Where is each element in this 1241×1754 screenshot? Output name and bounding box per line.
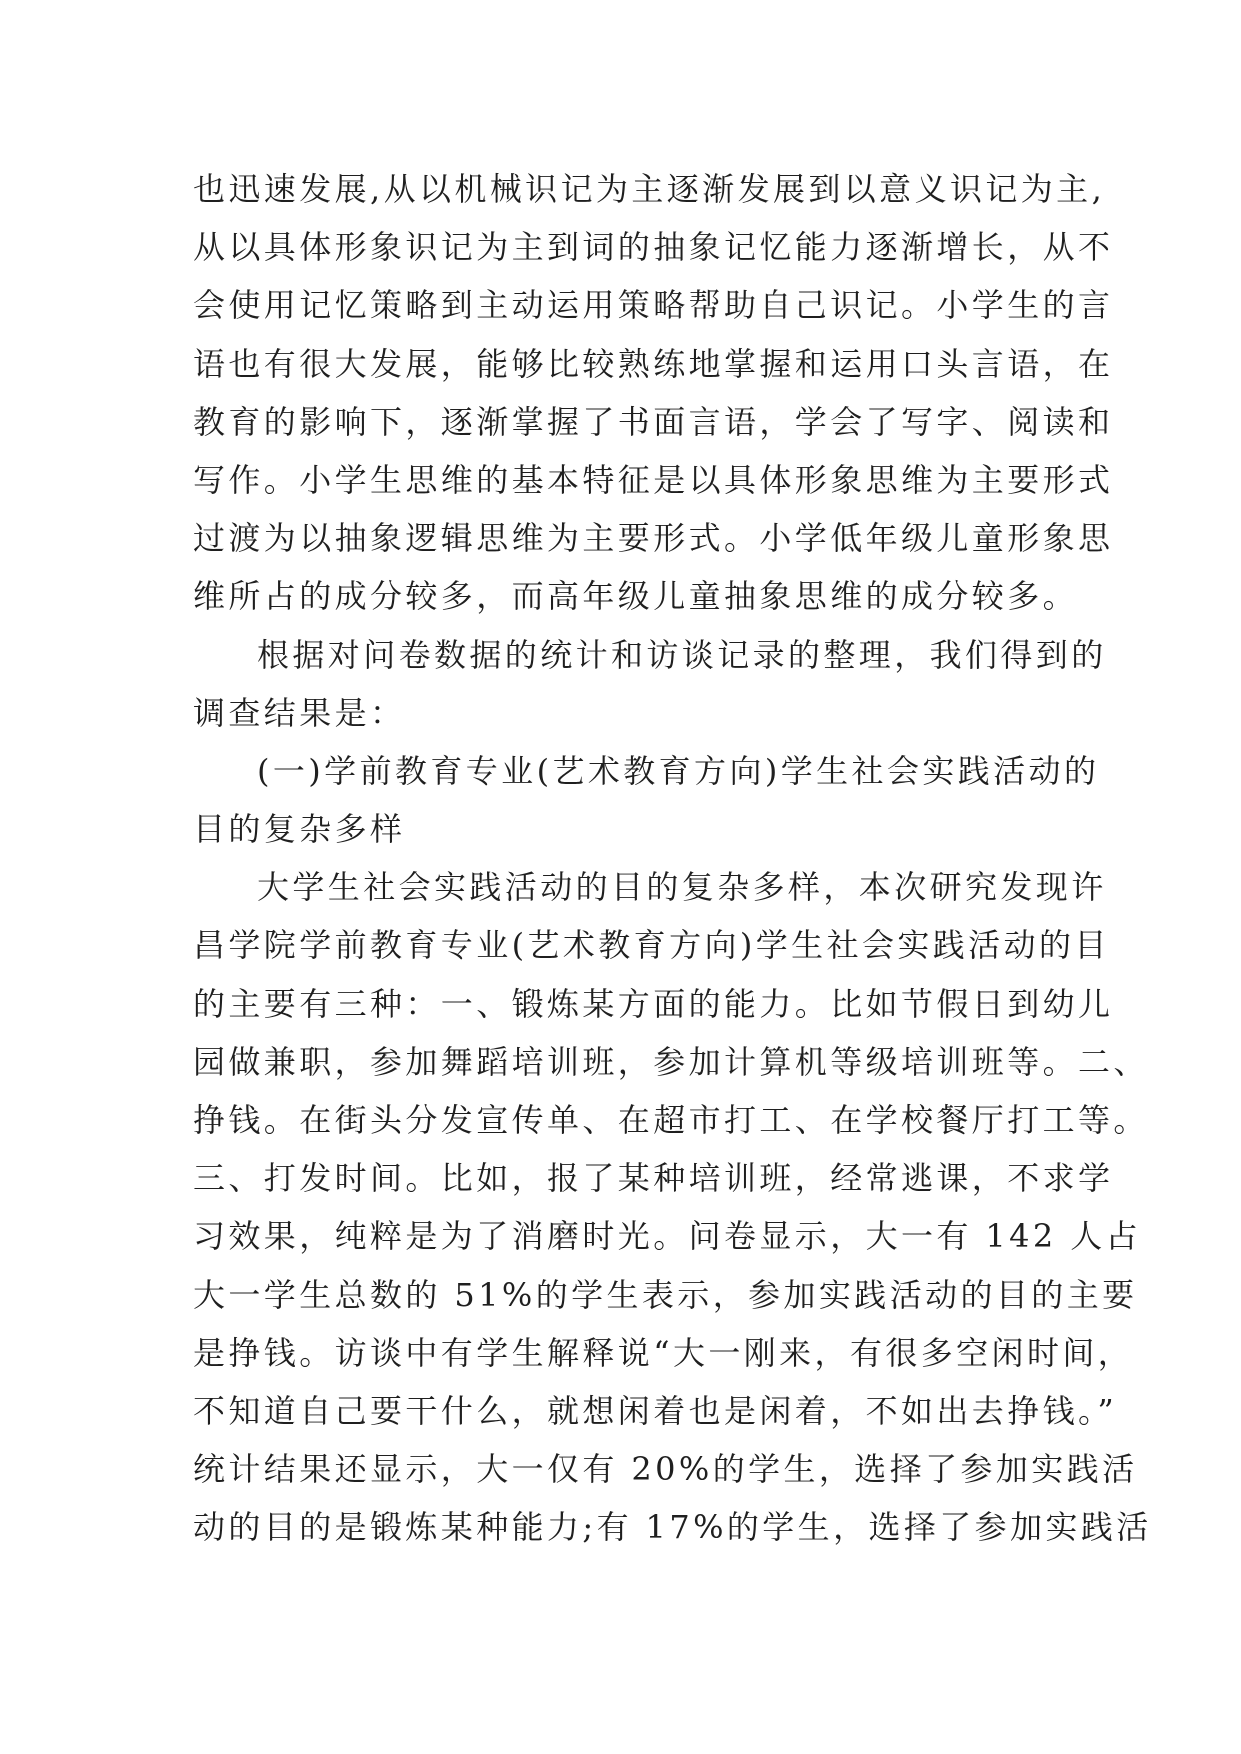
text-line: 会使用记忆策略到主动运用策略帮助自己识记。小学生的言 [193,286,1114,325]
text-line: 调查结果是： [193,693,406,732]
text-line: 是挣钱。访谈中有学生解释说“大一刚来，有很多空闲时间， [193,1333,1134,1372]
text-line: 写作。小学生思维的基本特征是以具体形象思维为主要形式 [193,460,1114,499]
text-line: 语也有很大发展，能够比较熟练地掌握和运用口头言语，在 [193,344,1114,383]
text-line: 不知道自己要干什么，就想闲着也是闲着，不如出去挣钱。” [193,1391,1118,1430]
text-line: 过渡为以抽象逻辑思维为主要形式。小学低年级儿童形象思 [193,519,1114,558]
text-line: 昌学院学前教育专业(艺术教育方向)学生社会实践活动的目 [193,926,1110,965]
text-line: 从以具体形象识记为主到词的抽象记忆能力逐渐增长，从不 [193,228,1114,267]
text-line: 维所占的成分较多，而高年级儿童抽象思维的成分较多。 [193,577,1079,616]
text-line: 也迅速发展,从以机械识记为主逐渐发展到以意义识记为主, [193,170,1106,208]
section-heading-line: (一)学前教育专业(艺术教育方向)学生社会实践活动的 [257,751,1100,790]
text-line: 三、打发时间。比如，报了某种培训班，经常逃课，不求学 [193,1159,1114,1198]
text-line: 大一学生总数的 51%的学生表示，参加实践活动的目的主要 [193,1275,1138,1314]
text-line: 的主要有三种：一、锻炼某方面的能力。比如节假日到幼儿 [193,984,1114,1023]
paragraph-start-line: 大学生社会实践活动的目的复杂多样，本次研究发现许 [257,868,1107,907]
paragraph-start-line: 根据对问卷数据的统计和访谈记录的整理，我们得到的 [257,635,1107,674]
document-body [193,160,1152,1557]
text-line: 动的目的是锻炼某种能力;有 17%的学生，选择了参加实践活 [193,1508,1152,1547]
text-line: 习效果，纯粹是为了消磨时光。问卷显示，大一有 142 人占 [193,1217,1142,1256]
text-line: 园做兼职，参加舞蹈培训班，参加计算机等级培训班等。二、 [193,1042,1149,1081]
text-line: 统计结果还显示，大一仅有 20%的学生，选择了参加实践活 [193,1450,1138,1489]
section-heading-line: 目的复杂多样 [193,810,406,849]
text-line: 挣钱。在街头分发宣传单、在超市打工、在学校餐厅打工等。 [193,1101,1149,1139]
text-line: 教育的影响下，逐渐掌握了书面言语，学会了写字、阅读和 [193,402,1114,441]
